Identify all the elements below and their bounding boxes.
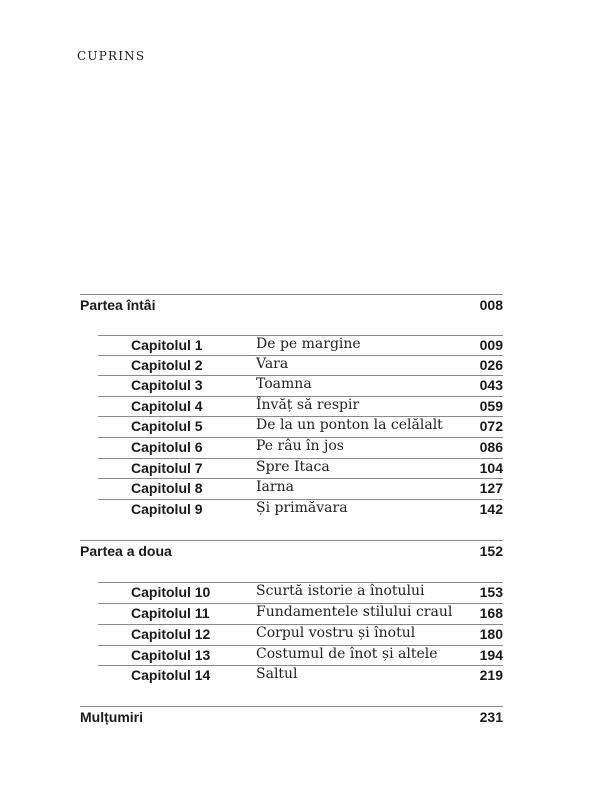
chapter-row[interactable]	[98, 478, 503, 498]
chapter-label: Capitolul 8	[131, 480, 203, 496]
chapter-page: 104	[479, 460, 503, 476]
chapter-title: Fundamentele stilului craul	[256, 604, 453, 620]
chapter-label: Capitolul 5	[131, 418, 203, 434]
chapter-page: 168	[479, 605, 503, 621]
chapter-title: Și primăvara	[256, 500, 348, 516]
chapter-title: Costumul de înot și altele	[256, 646, 438, 662]
chapter-row[interactable]	[98, 499, 503, 519]
chapter-page: 009	[479, 337, 503, 353]
chapter-page: 026	[479, 357, 503, 373]
chapter-page: 072	[479, 418, 503, 434]
chapter-label: Capitolul 10	[131, 584, 211, 600]
chapter-row[interactable]	[98, 375, 503, 395]
chapter-label: Capitolul 3	[131, 377, 203, 393]
closing-title[interactable]: Mulțumiri	[80, 709, 143, 725]
part-2-title[interactable]: Partea a doua	[80, 543, 172, 559]
page-heading: CUPRINS	[77, 49, 146, 63]
chapter-title: Toamna	[256, 376, 312, 392]
chapter-label: Capitolul 14	[131, 667, 211, 683]
chapter-row[interactable]	[98, 603, 503, 623]
chapter-page: 180	[479, 626, 503, 642]
chapter-title: Iarna	[256, 479, 294, 495]
row-divider	[98, 478, 503, 479]
chapter-page: 127	[479, 480, 503, 496]
chapter-page: 086	[479, 439, 503, 455]
chapter-row[interactable]	[98, 582, 503, 602]
chapter-row[interactable]	[98, 335, 503, 355]
part-1-page: 008	[479, 297, 503, 313]
chapter-title: Învăț să respir	[256, 397, 360, 413]
chapter-title: De pe margine	[256, 336, 361, 352]
chapter-title: Scurtă istorie a înotului	[256, 583, 425, 599]
chapter-title: De la un ponton la celălalt	[256, 417, 443, 433]
chapter-row[interactable]	[98, 458, 503, 478]
chapter-title: Corpul vostru și înotul	[256, 625, 416, 641]
closing-rule	[80, 706, 503, 707]
chapter-row[interactable]	[98, 645, 503, 665]
chapter-label: Capitolul 7	[131, 460, 203, 476]
chapter-label: Capitolul 11	[131, 605, 210, 621]
chapter-page: 194	[479, 647, 503, 663]
part-1-rule	[80, 294, 503, 295]
chapter-label: Capitolul 13	[131, 647, 211, 663]
chapter-row[interactable]	[98, 416, 503, 436]
chapter-page: 142	[479, 501, 503, 517]
chapter-page: 153	[479, 584, 503, 600]
row-divider	[98, 355, 503, 356]
chapter-page: 043	[479, 377, 503, 393]
closing-page: 231	[479, 709, 503, 725]
chapter-label: Capitolul 2	[131, 357, 203, 373]
chapter-label: Capitolul 6	[131, 439, 203, 455]
chapter-page: 059	[479, 398, 503, 414]
chapter-title: Spre Itaca	[256, 459, 330, 475]
chapter-row[interactable]	[98, 437, 503, 457]
chapter-row[interactable]	[98, 396, 503, 416]
chapter-row[interactable]	[98, 624, 503, 644]
row-divider	[98, 665, 503, 666]
chapter-label: Capitolul 9	[131, 501, 203, 517]
chapter-label: Capitolul 1	[131, 337, 203, 353]
chapter-title: Saltul	[256, 666, 298, 682]
part-1-title[interactable]: Partea întâi	[80, 297, 156, 313]
part-2-rule	[80, 540, 503, 541]
chapter-row[interactable]	[98, 355, 503, 375]
chapter-label: Capitolul 12	[131, 626, 211, 642]
chapter-title: Pe râu în jos	[256, 438, 344, 454]
chapter-page: 219	[479, 667, 503, 683]
chapter-title: Vara	[256, 356, 289, 372]
part-2-page: 152	[479, 543, 503, 559]
chapter-label: Capitolul 4	[131, 398, 203, 414]
chapter-row[interactable]	[98, 665, 503, 685]
